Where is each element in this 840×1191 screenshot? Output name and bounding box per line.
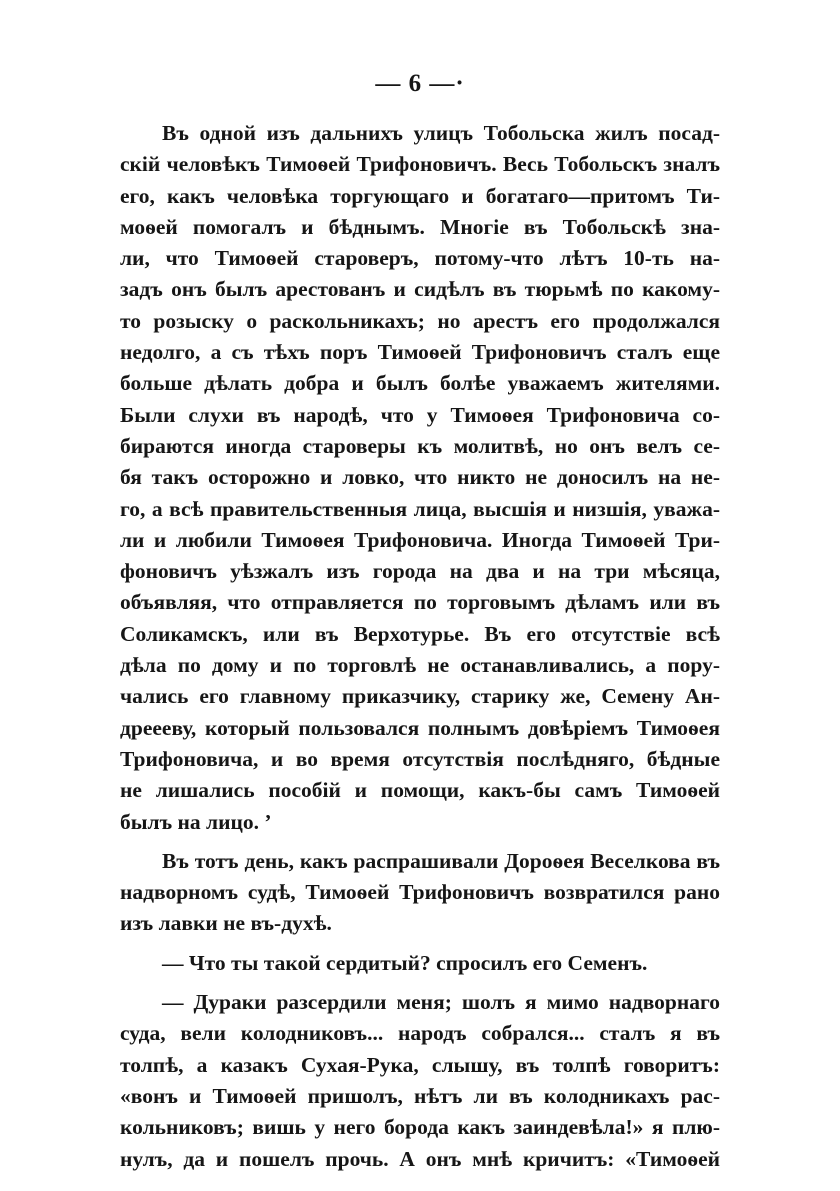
text-line: чались его главному приказчику, старику же, Семену Ан- (120, 684, 720, 709)
text-line: «вонъ и Тимоѳей пришолъ, нѣтъ ли въ колодникахъ рас- (120, 1083, 720, 1108)
text-line: то розыску о раскольникахъ; но арестъ его продолжался (120, 308, 720, 333)
text-line: скій человѣкъ Тимоѳей Трифоновичъ. Весь Тобольскъ зналъ (120, 152, 720, 177)
text-line: надворномъ судѣ, Тимоѳей Трифоновичъ возвратился рано (120, 880, 720, 905)
text-line: объявляя, что отправляется по торговымъ дѣламъ или въ (120, 590, 720, 615)
text-line: Были слухи въ народѣ, что у Тимоѳея Трифоновича со- (120, 402, 720, 427)
text-line: его, какъ человѣка торгующаго и богатаго—притомъ Ти- (120, 183, 720, 208)
paragraph (120, 846, 720, 940)
paragraph (120, 948, 720, 979)
text-line: моѳей помогалъ и бѣднымъ. Многіе въ Тобольскѣ зна- (120, 214, 720, 239)
paragraph (120, 118, 720, 838)
text-line: дѣла по дому и по торговлѣ не останавливались, а пору- (120, 653, 720, 678)
text-line: Трифоновича, и во время отсутствія послѣдняго, бѣдные (120, 746, 720, 771)
text-line: былъ на лицо. ʼ (120, 809, 272, 834)
text-line: дреееву, который пользовался полнымъ довѣріемъ Тимоѳея (120, 715, 720, 740)
text-line: толпѣ, а казакъ Сухая-Рука, слышу, въ толпѣ говоритъ: (120, 1052, 720, 1077)
text-line: бя такъ осторожно и ловко, что никто не доносилъ на не- (120, 465, 720, 490)
text-line: — Что ты такой сердитый? спросилъ его Семенъ. (162, 950, 648, 975)
text-line: больше дѣлать добра и былъ болѣе уважаемъ жителями. (120, 371, 720, 396)
text-line: бираются иногда староверы къ молитвѣ, но онъ велъ се- (120, 433, 720, 458)
text-line: изъ лавки не въ-духѣ. (120, 911, 332, 936)
text-line: кольниковъ; вишь у него борода какъ заиндевѣла!» я плю- (120, 1115, 720, 1140)
text-line: нулъ, да и пошелъ прочь. А онъ мнѣ кричитъ: «Тимоѳей (120, 1146, 720, 1171)
text-line: задъ онъ былъ арестованъ и сидѣлъ въ тюрьмѣ по какому- (120, 277, 720, 302)
text-line: го, а всѣ правительственныя лица, высшія и низшія, уважа- (120, 496, 720, 521)
text-line: не лишались пособій и помощи, какъ-бы самъ Тимоѳей (120, 778, 720, 803)
text-line: Соликамскъ, или въ Верхотурье. Въ его отсутствіе всѣ (120, 621, 720, 646)
text-line: фоновичъ уѣзжалъ изъ города на два и на три мѣсяца, (120, 559, 720, 584)
text-line: суда, вели колодниковъ... народъ собрался... сталъ я въ (120, 1021, 720, 1046)
text-line: ли, что Тимоѳей староверъ, потому-что лѣтъ 10-ть на- (120, 246, 720, 271)
page-number: — 6 —· (375, 70, 465, 97)
text-line: Въ одной изъ дальнихъ улицъ Тобольска жилъ посад- (162, 121, 720, 145)
paragraph (120, 987, 720, 1175)
text-line: Въ тотъ день, какъ распрашивали Дороѳея Веселкова въ (162, 848, 720, 873)
text-line: ли и любили Тимоѳея Трифоновича. Иногда Тимоѳей Три- (120, 527, 720, 552)
text-line: недолго, а съ тѣхъ поръ Тимоѳей Трифоновичъ сталъ еще (120, 340, 720, 365)
text-block (120, 118, 720, 1175)
text-line: — Дураки разсердили меня; шолъ я мимо надворнаго (162, 990, 720, 1015)
